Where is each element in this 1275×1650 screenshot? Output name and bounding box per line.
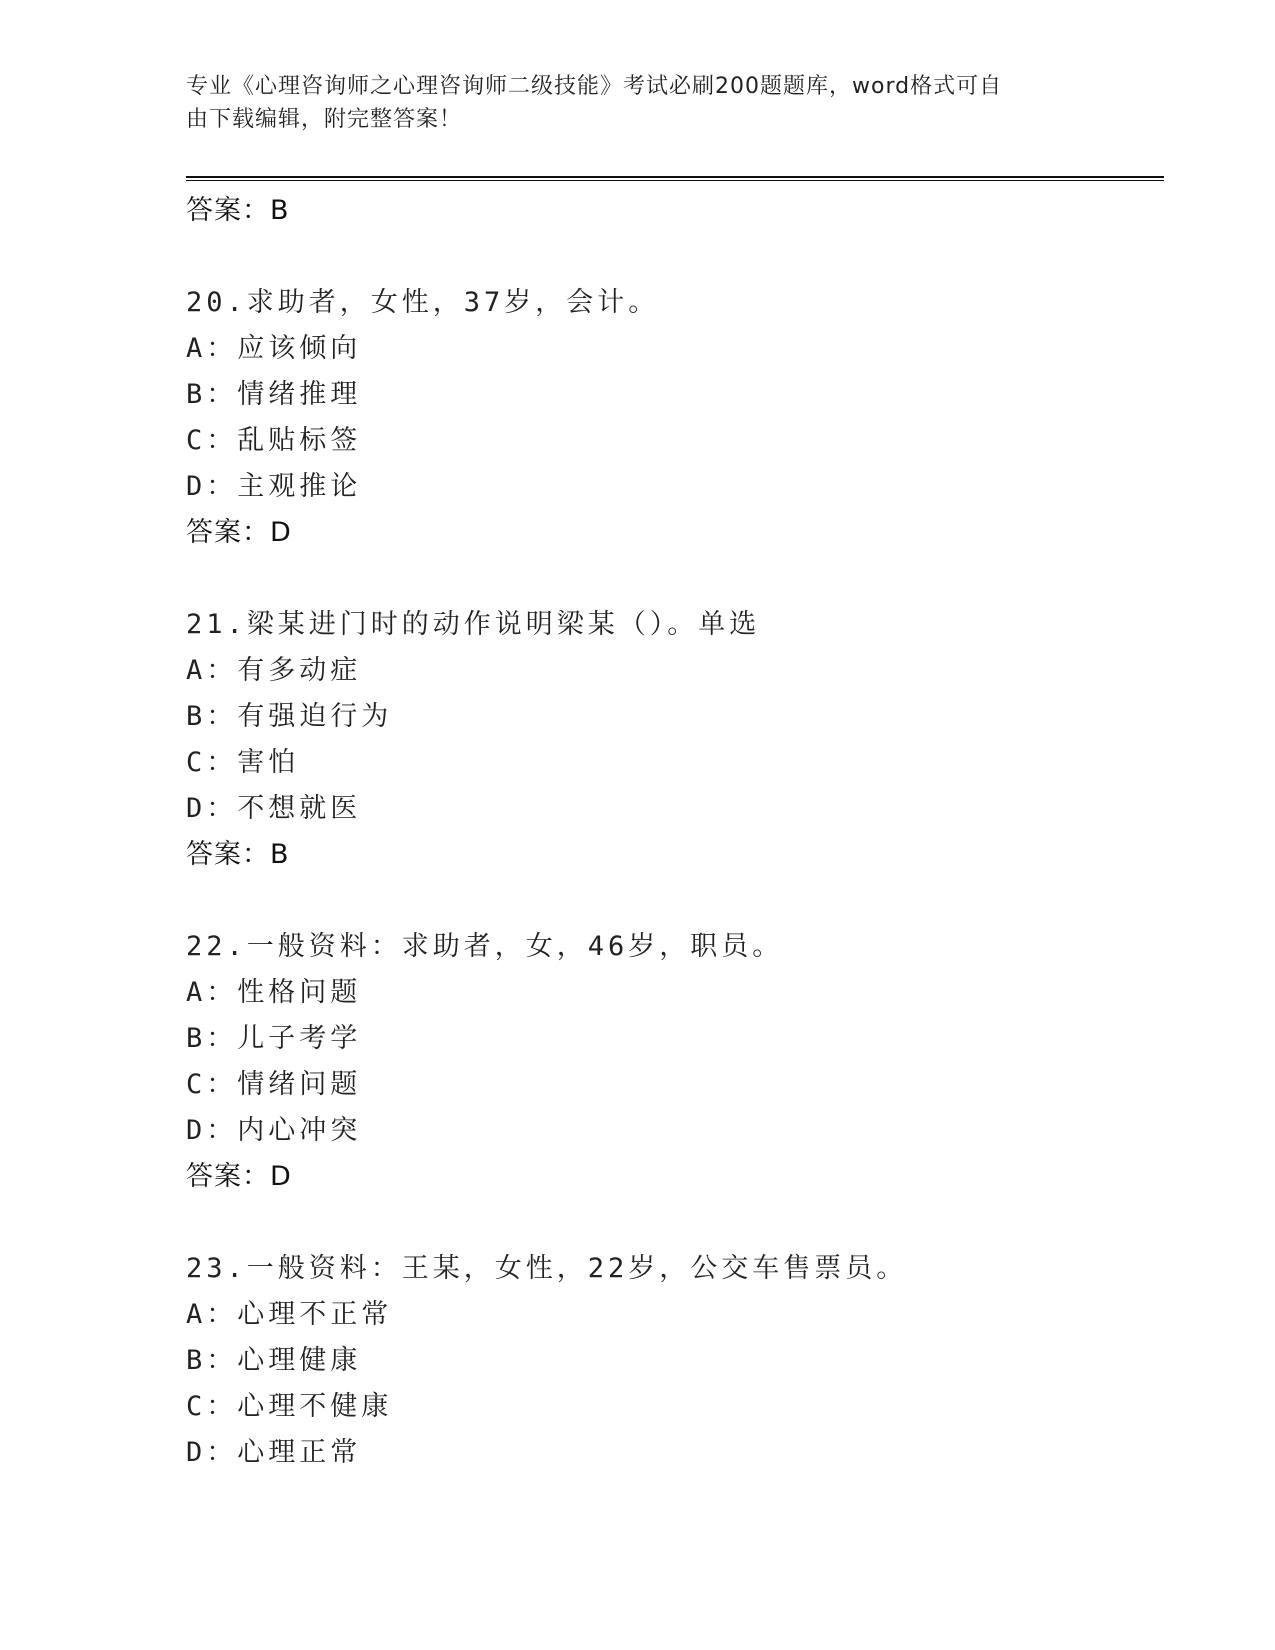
option-b: B：情绪推理 — [186, 379, 362, 410]
header-line-2: 由下载编辑，附完整答案！ — [186, 107, 463, 132]
option-b: B：儿子考学 — [186, 1023, 362, 1054]
document-body — [186, 188, 1146, 1476]
header-divider — [186, 176, 1164, 181]
spacer — [186, 234, 1146, 280]
option-c: C：心理不健康 — [186, 1391, 393, 1422]
option-a: A：性格问题 — [186, 977, 362, 1008]
option-b: B：心理健康 — [186, 1345, 362, 1376]
option-d: D：内心冲突 — [186, 1115, 362, 1146]
answer-line: 答案：D — [186, 517, 292, 548]
question-text: 22.一般资料：求助者，女，46岁，职员。 — [186, 931, 784, 962]
option-a: A：应该倾向 — [186, 333, 362, 364]
option-c: C：害怕 — [186, 747, 300, 778]
option-c: C：乱贴标签 — [186, 425, 362, 456]
question-text: 20.求助者，女性，37岁，会计。 — [186, 287, 660, 318]
option-d: D：不想就医 — [186, 793, 362, 824]
answer-line: 答案：B — [186, 839, 290, 870]
spacer — [186, 878, 1146, 924]
option-a: A：心理不正常 — [186, 1299, 393, 1330]
question-text: 23.一般资料：王某，女性，22岁，公交车售票员。 — [186, 1253, 908, 1284]
option-d: D：主观推论 — [186, 471, 362, 502]
question-text: 21.梁某进门时的动作说明梁某（）。单选 — [186, 609, 761, 640]
answer-line: 答案：B — [186, 195, 290, 226]
document-header — [186, 70, 1066, 136]
spacer — [186, 556, 1146, 602]
option-b: B：有强迫行为 — [186, 701, 393, 732]
option-a: A：有多动症 — [186, 655, 362, 686]
option-d: D：心理正常 — [186, 1437, 362, 1468]
spacer — [186, 1200, 1146, 1246]
header-line-1: 专业《心理咨询师之心理咨询师二级技能》考试必刷200题题库，word格式可自 — [186, 74, 1003, 99]
option-c: C：情绪问题 — [186, 1069, 362, 1100]
answer-line: 答案：D — [186, 1161, 292, 1192]
